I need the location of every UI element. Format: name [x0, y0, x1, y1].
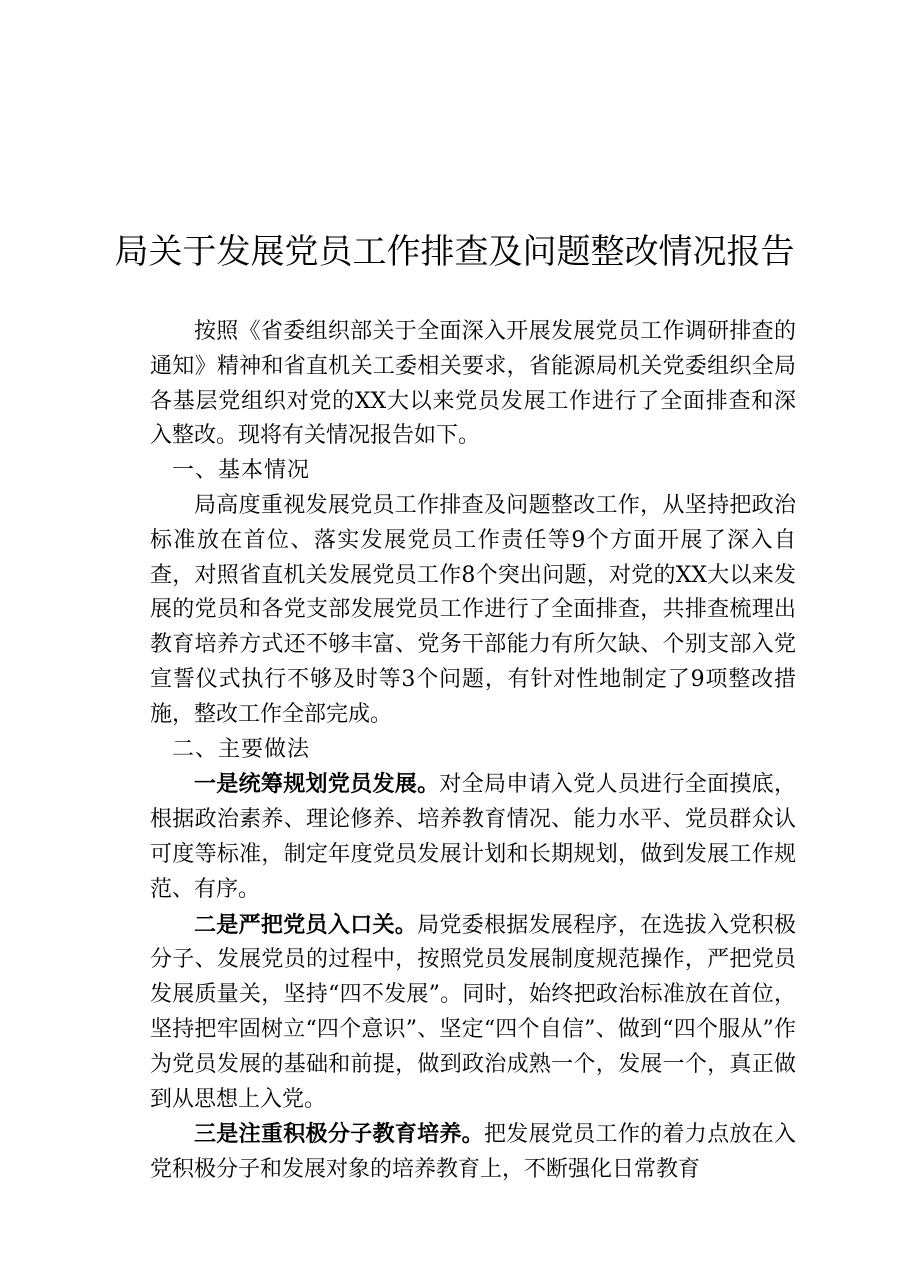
- practice-item-3-lead: 三是注重积极分子教育培养。: [194, 1121, 484, 1148]
- section-heading-basic-situation: 一、基本情况: [172, 458, 311, 484]
- practice-item-2-body: 局党委根据发展程序，在选拔入党积极分子、发展党员的过程中，按照党员发展制度规范操作，严把党员发展质量关，坚持“四不发展”。同时，始终把政治标准放在首位，坚持把牢固树立“四个意识”、坚定“四个自信”、做到“四个服从”作为党员发展的基础和前提，做到政治成熟一个，发展一个，真正做到从思想上入党。: [150, 912, 796, 1112]
- practice-item-3: [150, 1117, 796, 1188]
- practice-item-1: [150, 767, 796, 907]
- document-body: [150, 315, 796, 1188]
- document-title: 局关于发展党员工作排查及问题整改情况报告: [114, 232, 795, 272]
- practice-item-2: [150, 908, 796, 1118]
- basic-situation-paragraph: 局高度重视发展党员工作排查及问题整改工作，从坚持把政治标准放在首位、落实发展党员工作责任等9个方面开展了深入自查，对照省直机关发展党员工作8个突出问题，对党的XX大以来发展的党员和各党支部发展党员工作进行了全面排查，共排查梳理出教育培养方式还不够丰富、党务干部能力有所欠缺、个别支部入党宣誓仪式执行不够及时等3个问题，有针对性地制定了9项整改措施，整改工作全部完成。: [150, 492, 796, 727]
- intro-paragraph: 按照《省委组织部关于全面深入开展发展党员工作调研排查的通知》精神和省直机关工委相关要求，省能源局机关党委组织全局各基层党组织对党的XX大以来党员发展工作进行了全面排查和深入整改。现将有关情况报告如下。: [150, 319, 796, 449]
- practice-item-2-lead: 二是严把党员入口关。: [194, 911, 418, 938]
- practice-item-1-lead: 一是统筹规划党员发展。: [194, 771, 440, 798]
- practice-item-1-body: 对全局申请入党人员进行全面摸底，根据政治素养、理论修养、培养教育情况、能力水平、党员群众认可度等标准，制定年度党员发展计划和长期规划，做到发展工作规范、有序。: [150, 772, 796, 902]
- section-heading-main-practices: 二、主要做法: [172, 736, 311, 762]
- practice-item-3-body: 把发展党员工作的着力点放在入党积极分子和发展对象的培养教育上，不断强化日常教育: [150, 1122, 796, 1183]
